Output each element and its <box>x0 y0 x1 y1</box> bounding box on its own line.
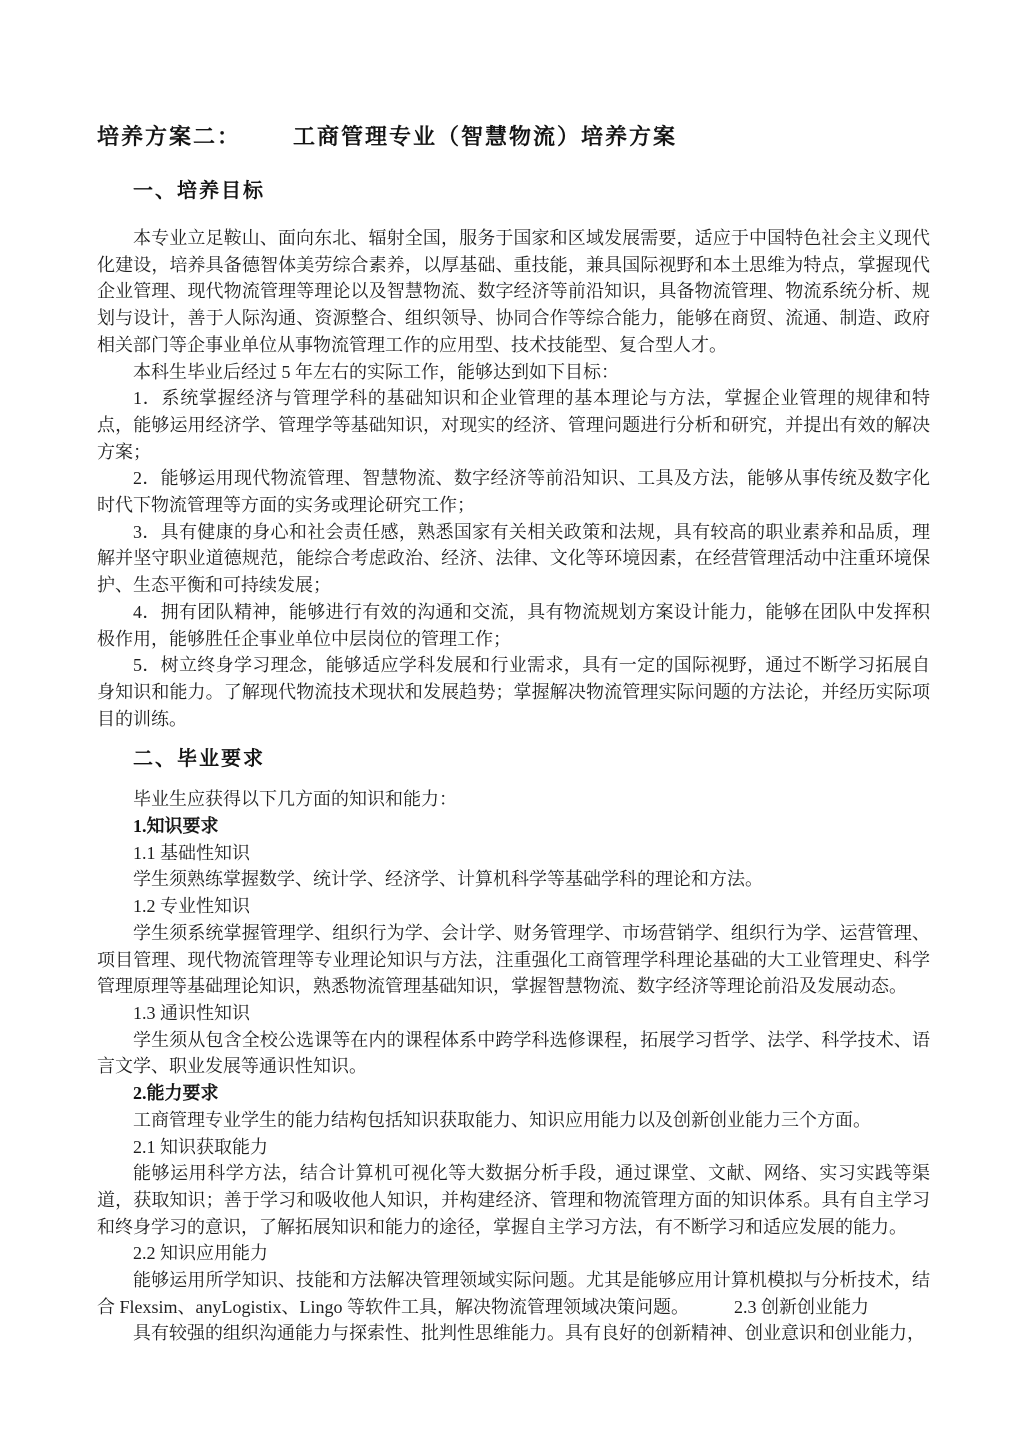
paragraph-knowledge-application: 能够运用所学知识、技能和方法解决管理领域实际问题。尤其是能够应用计算机模拟与分析技术，结合 Flexsim、anyLogistix、Lingo 等软件工具，解决物流管理领域决策问题。 2.3 创新创业能力 <box>97 1270 930 1317</box>
paragraph-requirements-intro: 毕业生应获得以下几方面的知识和能力： <box>133 789 457 810</box>
subheading-ability-requirements: 2.能力要求 <box>133 1083 219 1104</box>
subheading-basic-knowledge: 1.1 基础性知识 <box>133 842 250 863</box>
paragraph-goal-3: 3．具有健康的身心和社会责任感，熟悉国家有关相关政策和法规，具有较高的职业素养和品质，理解并坚守职业道德规范，能综合考虑政治、经济、法律、文化等环境因素，在经营管理活动中注重环境保护、生态平衡和可持续发展； <box>97 521 930 596</box>
subheading-knowledge-application: 2.2 知识应用能力 <box>133 1243 268 1264</box>
subheading-professional-knowledge: 1.2 专业性知识 <box>133 896 250 917</box>
paragraph-basic-knowledge: 学生须熟练掌握数学、统计学、经济学、计算机科学等基础学科的理论和方法。 <box>133 869 763 890</box>
paragraph-overview: 本专业立足鞍山、面向东北、辐射全国，服务于国家和区域发展需要，适应于中国特色社会主义现代化建设，培养具备德智体美劳综合素养，以厚基础、重技能，兼具国际视野和本土思维为特点，掌握现代企业管理、现代物流管理等理论以及智慧物流、数字经济等前沿知识，具备物流管理、物流系统分析、规划与设计，善于人际沟通、资源整合、组织领导、协同合作等综合能力，能够在商贸、流通、制造、政府相关部门等企事业单位从事物流管理工作的应用型、技术技能型、复合型人才。 <box>97 228 930 355</box>
section-heading-graduation-requirements: 二、毕业要求 <box>133 748 265 771</box>
paragraph-general-knowledge: 学生须从包含全校公选课等在内的课程体系中跨学科选修课程，拓展学习哲学、法学、科学技术、语言文学、职业发展等通识性知识。 <box>97 1029 930 1077</box>
paragraph-goals-intro: 本科生毕业后经过 5 年左右的实际工作，能够达到如下目标： <box>133 361 619 382</box>
paragraph-ability-intro: 工商管理专业学生的能力结构包括知识获取能力、知识应用能力以及创新创业能力三个方面。 <box>133 1109 871 1130</box>
subheading-general-knowledge: 1.3 通识性知识 <box>133 1002 250 1023</box>
subheading-knowledge-requirements: 1.知识要求 <box>133 816 219 837</box>
document-title-label: 培养方案二： <box>97 124 242 149</box>
section-heading-training-objectives: 一、培养目标 <box>133 180 265 202</box>
paragraph-goal-5: 5．树立终身学习理念，能够适应学科发展和行业需求，具有一定的国际视野，通过不断学习拓展自身知识和能力。了解现代物流技术现状和发展趋势；掌握解决物流管理实际问题的方法论，并经历实际项目的训练。 <box>97 655 930 729</box>
document-title-main: 工商管理专业（智慧物流）培养方案 <box>293 124 678 149</box>
document-title <box>97 122 930 152</box>
paragraph-professional-knowledge: 学生须系统掌握管理学、组织行为学、会计学、财务管理学、市场营销学、组织行为学、运营管理、项目管理、现代物流管理等专业理论知识与方法，注重强化工商管理学科理论基础的大工业管理史、科学管理原理等基础理论知识，熟悉物流管理基础知识，掌握智慧物流、数字经济等理论前沿及发展动态。 <box>97 922 930 997</box>
paragraph-knowledge-acquisition: 能够运用科学方法，结合计算机可视化等大数据分析手段，通过课堂、文献、网络、实习实践等渠道，获取知识；善于学习和吸收他人知识，并构建经济、管理和物流管理方面的知识体系。具有自主学习和终身学习的意识，了解拓展知识和能力的途径，掌握自主学习方法，有不断学习和适应发展的能力。 <box>97 1163 930 1237</box>
paragraph-innovation-ability: 具有较强的组织沟通能力与探索性、批判性思维能力。具有良好的创新精神、创业意识和创业能力， <box>133 1323 925 1344</box>
subheading-knowledge-acquisition: 2.1 知识获取能力 <box>133 1136 268 1157</box>
paragraph-goal-2: 2．能够运用现代物流管理、智慧物流、数字经济等前沿知识、工具及方法，能够从事传统及数字化时代下物流管理等方面的实务或理论研究工作； <box>97 468 930 516</box>
paragraph-goal-1: 1．系统掌握经济与管理学科的基础知识和企业管理的基本理论与方法，掌握企业管理的规律和特点，能够运用经济学、管理学等基础知识，对现实的经济、管理问题进行分析和研究，并提出有效的解决方案； <box>97 388 930 462</box>
document-content <box>97 122 930 1347</box>
paragraph-goal-4: 4．拥有团队精神，能够进行有效的沟通和交流，具有物流规划方案设计能力，能够在团队中发挥积极作用，能够胜任企事业单位中层岗位的管理工作； <box>97 601 930 649</box>
